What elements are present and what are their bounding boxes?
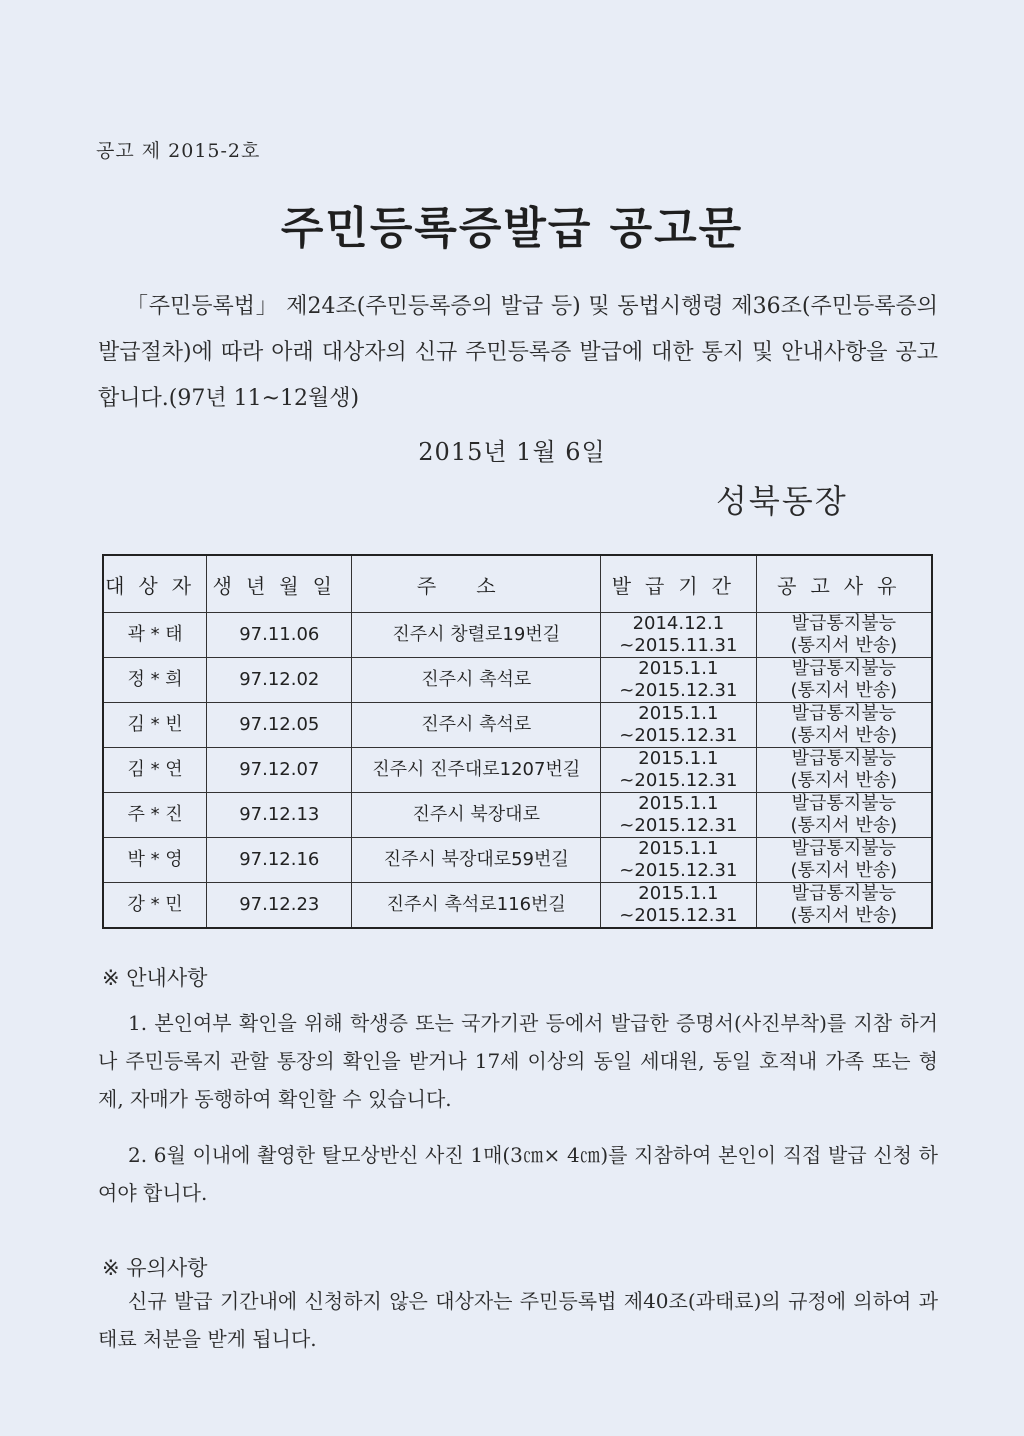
cell-name: 김 * 연 [103,748,207,793]
cell-reason-line: 발급통지불능 [791,703,896,724]
cell-reason [756,748,932,793]
cell-period [601,658,757,703]
cell-reason [756,793,932,838]
cell-reason-line: 발급통지불능 [791,793,896,814]
cell-name: 곽 * 태 [103,613,207,658]
cell-period-line: ~2015.12.31 [619,905,738,926]
table-row [103,658,932,703]
cell-name: 박 * 영 [103,838,207,883]
header-period: 발급기간 [601,555,757,613]
header-name: 대상자 [103,555,207,613]
cell-name: 주 * 진 [103,793,207,838]
cell-period-line: ~2015.11.31 [619,635,738,656]
cell-reason-line: (통지서 반송) [790,860,898,881]
cell-birth: 97.12.23 [207,883,352,929]
cell-address: 진주시 촉석로 [352,703,601,748]
page-title: 주민등록증발급 공고문 [280,203,744,254]
cell-reason-line: 발급통지불능 [791,838,896,859]
header-birth: 생년월일 [207,555,352,613]
caution-text: 신규 발급 기간내에 신청하지 않은 대상자는 주민등록법 제40조(과태료)의 규정에 의하여 과태료 처분을 받게 됩니다. [98,1289,938,1351]
cell-period [601,748,757,793]
cell-reason-line: (통지서 반송) [790,635,898,656]
cell-birth: 97.12.16 [207,838,352,883]
table-row [103,613,932,658]
cell-reason [756,703,932,748]
cell-reason [756,838,932,883]
cell-period-line: 2015.1.1 [638,658,719,679]
header-reason: 공고사유 [756,555,932,613]
cell-period-line: 2015.1.1 [638,793,719,814]
cell-period-line: 2015.1.1 [638,883,719,904]
table-header-row [103,555,932,613]
cell-period-line: ~2015.12.31 [619,815,738,836]
cell-address: 진주시 북장대로59번길 [352,838,601,883]
cell-reason-line: (통지서 반송) [790,770,898,791]
intro-paragraph: 「주민등록법」 제24조(주민등록증의 발급 등) 및 동법시행령 제36조(주민등록증의 발급절차)에 따라 아래 대상자의 신규 주민등록증 발급에 대한 통지 및 안내사항을 공고합니다.(97년 11~12월생) [98,294,938,411]
cell-reason-line: 발급통지불능 [791,748,896,769]
issuer-name: 성북동장 [716,482,848,520]
guide-item-1: 1. 본인여부 확인을 위해 학생증 또는 국가기관 등에서 발급한 증명서(사진부착)를 지참 하거나 주민등록지 관할 통장의 확인을 받거나 17세 이상의 동일 세대원, 동일 호적내 가족 또는 형제, 자매가 동행하여 확인할 수 있습니다. [98,1011,938,1111]
cell-name: 김 * 빈 [103,703,207,748]
cell-reason [756,658,932,703]
header-address: 주소 [352,555,601,613]
cell-reason-line: 발급통지불능 [791,658,896,679]
cell-reason-line: (통지서 반송) [790,905,898,926]
cell-period-line: ~2015.12.31 [619,860,738,881]
cell-reason-line: (통지서 반송) [790,680,898,701]
caution-heading: ※ 유의사항 [102,1256,208,1280]
cell-period-line: ~2015.12.31 [619,770,738,791]
notice-number: 공고 제 2015-2호 [96,140,261,162]
cell-reason [756,613,932,658]
guide-heading: ※ 안내사항 [102,966,208,990]
cell-reason [756,883,932,929]
cell-period [601,883,757,929]
notice-date: 2015년 1월 6일 [418,438,606,466]
cell-birth: 97.11.06 [207,613,352,658]
table-row [103,748,932,793]
cell-address: 진주시 촉석로116번길 [352,883,601,929]
cell-period [601,703,757,748]
cell-period [601,838,757,883]
cell-period-line: 2015.1.1 [638,838,719,859]
table-row [103,838,932,883]
cell-name: 강 * 민 [103,883,207,929]
cell-reason-line: (통지서 반송) [790,815,898,836]
cell-address: 진주시 북장대로 [352,793,601,838]
cell-period-line: 2015.1.1 [638,703,719,724]
cell-reason-line: 발급통지불능 [791,883,896,904]
cell-birth: 97.12.07 [207,748,352,793]
cell-reason-line: 발급통지불능 [791,613,896,634]
recipient-table [102,554,933,929]
cell-period-line: 2015.1.1 [638,748,719,769]
cell-address: 진주시 진주대로1207번길 [352,748,601,793]
cell-birth: 97.12.13 [207,793,352,838]
cell-address: 진주시 창렬로19번길 [352,613,601,658]
table-row [103,793,932,838]
cell-birth: 97.12.02 [207,658,352,703]
table-row [103,703,932,748]
cell-name: 정 * 희 [103,658,207,703]
cell-period-line: 2014.12.1 [632,613,725,634]
cell-reason-line: (통지서 반송) [790,725,898,746]
cell-birth: 97.12.05 [207,703,352,748]
cell-period [601,613,757,658]
table-row [103,883,932,929]
cell-period-line: ~2015.12.31 [619,725,738,746]
cell-period [601,793,757,838]
guide-item-2: 2. 6월 이내에 촬영한 탈모상반신 사진 1매(3㎝× 4㎝)를 지참하여 본인이 직접 발급 신청 하여야 합니다. [98,1143,938,1205]
cell-address: 진주시 촉석로 [352,658,601,703]
cell-period-line: ~2015.12.31 [619,680,738,701]
